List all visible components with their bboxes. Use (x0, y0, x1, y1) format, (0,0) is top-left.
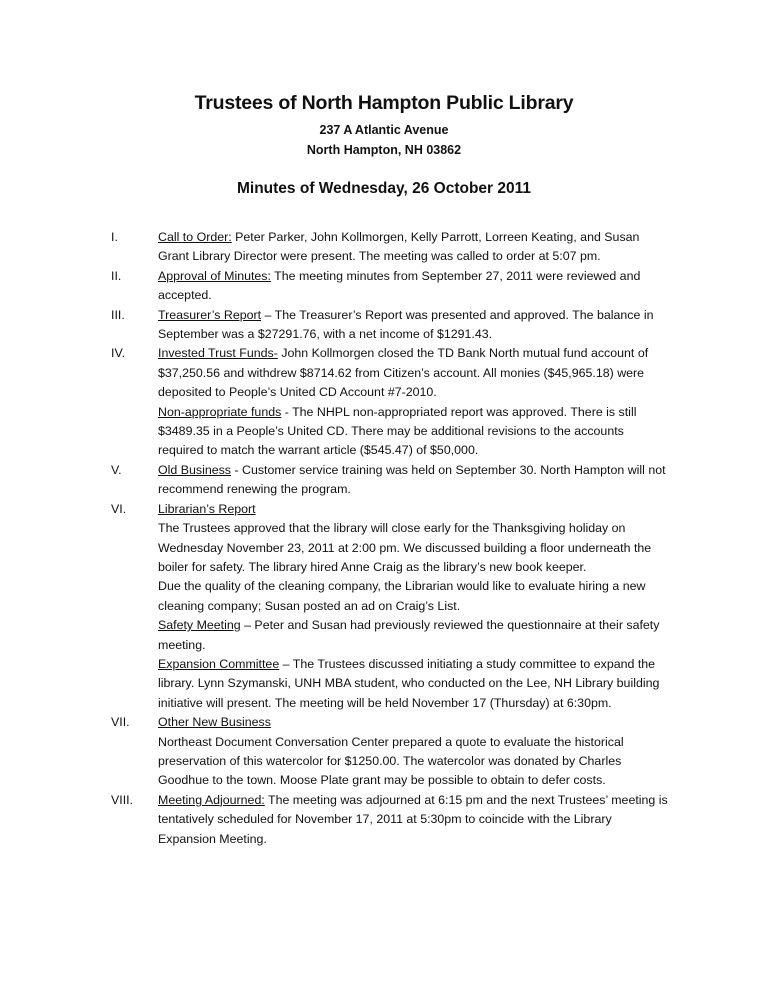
section-paragraph (158, 267, 671, 306)
section-heading: Librarian’s Report (158, 501, 256, 516)
section-invested-trust-funds (111, 344, 671, 460)
section-heading: Old Business (158, 462, 232, 477)
section-numeral: VI. (111, 501, 127, 516)
subsection-text: - The NHPL non-appropriated report was approved. There is still $3489.35 in a People’s United CD. There may be additional revisions to the accounts required to match the warrant article ($545.47) of $50,000. (158, 404, 637, 458)
minutes-title: Minutes of Wednesday, 26 October 2011 (236, 180, 532, 197)
section-numeral: III. (111, 307, 125, 322)
section-paragraph: Due the quality of the cleaning company, the Librarian would like to evaluate hiring a new cleaning company; Susan posted an ad on Craig’s List. (158, 579, 646, 613)
subsection-heading: Safety Meeting (158, 618, 241, 633)
section-numeral: VII. (111, 715, 130, 730)
subsection-paragraph (158, 403, 671, 461)
section-paragraph: Northeast Document Conversation Center prepared a quote to evaluate the historical preservation of this watercolor for $1250.00. The watercolor was donated by Charles Goodhue to the town. Moose Plate grant may be possible to obtain to defer costs. (158, 734, 624, 788)
section-heading: Approval of Minutes: (158, 268, 271, 283)
subsection-paragraph (158, 655, 671, 713)
address-line-2: North Hampton, NH 03862 (306, 143, 462, 157)
subsection-heading: Expansion Committee (158, 656, 280, 671)
section-old-business (111, 461, 671, 500)
section-treasurers-report (111, 306, 671, 345)
section-text: - Customer service training was held on September 30. North Hampton will not recommend renewing the program. (158, 462, 666, 497)
minutes-body (111, 228, 671, 849)
section-paragraph (158, 306, 671, 345)
subsection-paragraph (158, 616, 671, 655)
section-librarians-report (111, 500, 671, 713)
subsection-text: – The Trustees discussed initiating a study committee to expand the library. Lynn Szymanski, UNH MBA student, who conducted on the Lee, NH Library building initiative will present. The meeting will be held November 17 (Thursday) at 6:30pm. (158, 656, 660, 710)
section-paragraph (158, 461, 671, 500)
section-approval-of-minutes (111, 267, 671, 306)
section-text: The meeting minutes from September 27, 2011 were reviewed and accepted. (158, 268, 641, 303)
section-text: The meeting was adjourned at 6:15 pm and the next Trustees’ meeting is tentatively scheduled for November 17, 2011 at 5:30pm to coincide with the Library Expansion Meeting. (158, 792, 668, 846)
subsection-heading: Non-appropriate funds (158, 404, 282, 419)
section-numeral: IV. (111, 346, 126, 361)
section-heading-line (158, 713, 671, 732)
section-heading: Invested Trust Funds- (158, 346, 278, 361)
section-paragraph (158, 344, 671, 402)
section-other-new-business (111, 713, 671, 791)
section-paragraph (158, 228, 671, 267)
section-text: John Kollmorgen closed the TD Bank North mutual fund account of $37,250.56 and withdrew $8714.62 from Citizen’s account. All monies ($45,965.18) were deposited to People’s United CD Account #7-2010. (158, 346, 649, 400)
section-numeral: V. (111, 462, 122, 477)
subsection-text: – Peter and Susan had previously reviewed the questionnaire at their safety meeting. (158, 618, 660, 652)
section-paragraph: The Trustees approved that the library will close early for the Thanksgiving holiday on Wednesday November 23, 2011 at 2:00 pm. We discussed building a floor underneath the boiler for safety. The library hired Anne Craig as the library’s new book keeper. (158, 521, 652, 574)
section-heading: Other New Business (158, 715, 271, 730)
address-line-1: 237 A Atlantic Avenue (319, 123, 449, 137)
section-text: Peter Parker, John Kollmorgen, Kelly Parrott, Lorreen Keating, and Susan Grant Library Director were present. The meeting was called to order at 5:07 pm. (158, 230, 640, 264)
section-numeral: II. (111, 268, 122, 283)
section-heading: Meeting Adjourned: (158, 792, 265, 807)
section-meeting-adjourned (111, 791, 671, 849)
section-heading: Treasurer’s Report (158, 307, 262, 322)
section-numeral: VIII. (111, 792, 134, 807)
document-title: Trustees of North Hampton Public Library (194, 92, 574, 114)
section-numeral: I. (111, 230, 118, 244)
section-paragraph (158, 791, 671, 849)
section-heading: Call to Order: (158, 230, 232, 244)
section-heading-line (158, 500, 671, 519)
section-call-to-order (111, 228, 671, 267)
section-text: – The Treasurer’s Report was presented and approved. The balance in September was a $27291.76, with a net income of $1291.43. (158, 307, 654, 342)
